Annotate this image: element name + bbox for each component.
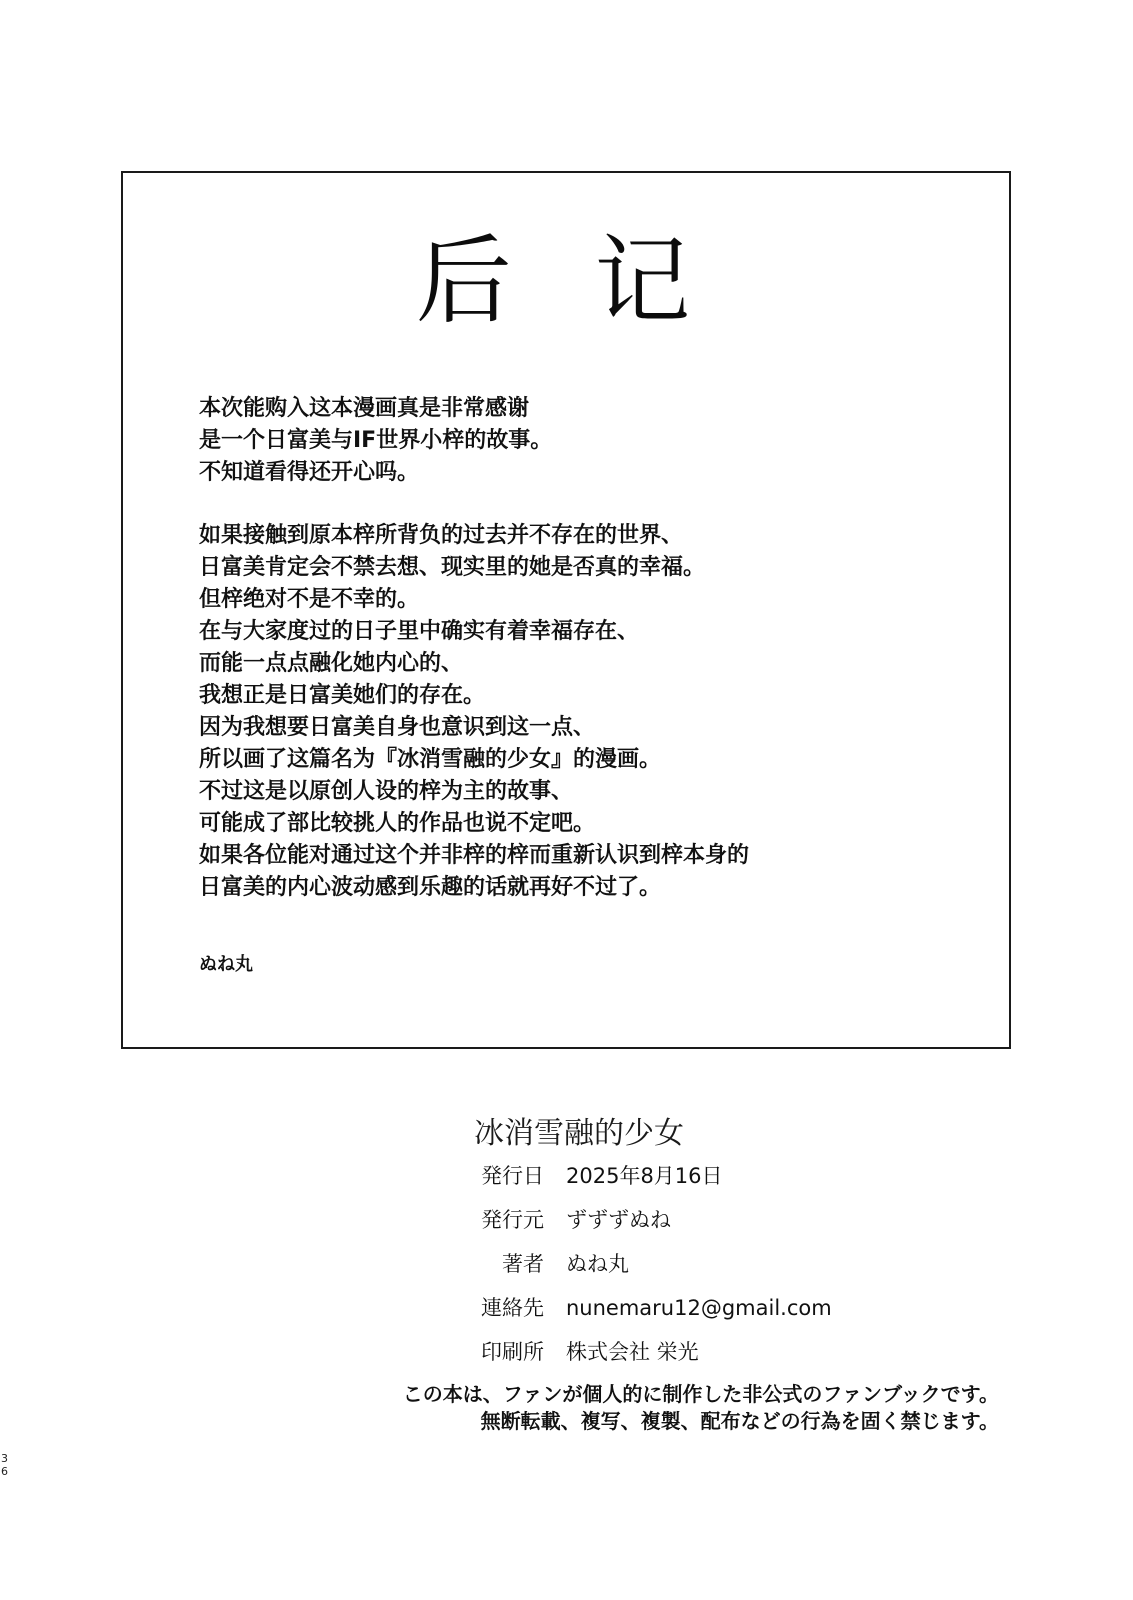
afterword-line: 本次能购入这本漫画真是非常感谢 [199, 396, 530, 421]
afterword-paragraph-1 [199, 393, 552, 489]
colophon-table [474, 1160, 832, 1380]
afterword-line: 所以画了这篇名为『冰消雪融的少女』的漫画。 [199, 747, 662, 772]
page-number: 36 [1, 1452, 8, 1478]
colophon-label: 著者 [502, 1252, 544, 1276]
afterword-line: 是一个日富美与IF世界小梓的故事。 [199, 428, 553, 453]
afterword-line: 不过这是以原创人设的梓为主的故事、 [199, 779, 574, 804]
colophon-row-publisher [474, 1204, 832, 1248]
colophon-label: 連絡先 [481, 1296, 544, 1320]
afterword-box [121, 171, 1011, 1049]
colophon-row-author [474, 1248, 832, 1292]
afterword-line: 可能成了部比较挑人的作品也说不定吧。 [199, 811, 596, 836]
afterword-line: 日富美肯定会不禁去想、现实里的她是否真的幸福。 [199, 555, 706, 580]
afterword-line: 我想正是日富美她们的存在。 [199, 683, 486, 708]
afterword-signature: ぬね丸 [199, 954, 253, 975]
colophon-value: 2025年8月16日 [566, 1164, 723, 1188]
colophon-value: ぬね丸 [566, 1252, 629, 1276]
afterword-line: 但梓绝对不是不幸的。 [199, 587, 420, 612]
afterword-line: 在与大家度过的日子里中确实有着幸福存在、 [199, 619, 640, 644]
colophon-label: 印刷所 [481, 1340, 544, 1364]
notice-line: この本は、ファンが個人的に制作した非公式のファンブックです。 [402, 1382, 999, 1406]
colophon-label: 発行元 [481, 1208, 544, 1232]
colophon-row-contact [474, 1292, 832, 1336]
afterword-line: 如果接触到原本梓所背负的过去并不存在的世界、 [199, 523, 684, 548]
afterword-line: 日富美的内心波动感到乐趣的话就再好不过了。 [199, 875, 662, 900]
colophon-row-printer [474, 1336, 832, 1380]
afterword-paragraph-2 [199, 520, 749, 904]
notice-line: 無断転載、複写、複製、配布などの行為を固く禁じます。 [480, 1409, 999, 1433]
colophon-row-publish-date [474, 1160, 832, 1204]
colophon-label: 発行日 [481, 1164, 544, 1188]
copyright-notice [403, 1381, 999, 1435]
colophon-book-title: 冰消雪融的少女 [474, 1116, 684, 1151]
colophon-value: nunemaru12@gmail.com [566, 1296, 832, 1320]
afterword-line: 不知道看得还开心吗。 [199, 460, 420, 485]
afterword-line: 而能一点点融化她内心的、 [199, 651, 464, 676]
afterword-line: 因为我想要日富美自身也意识到这一点、 [199, 715, 596, 740]
colophon-value: 株式会社 栄光 [566, 1340, 699, 1364]
colophon-value: ずずずぬね [566, 1208, 671, 1232]
afterword-title: 后 记 [415, 225, 717, 337]
afterword-line: 如果各位能对通过这个并非梓的梓而重新认识到梓本身的 [199, 843, 750, 868]
